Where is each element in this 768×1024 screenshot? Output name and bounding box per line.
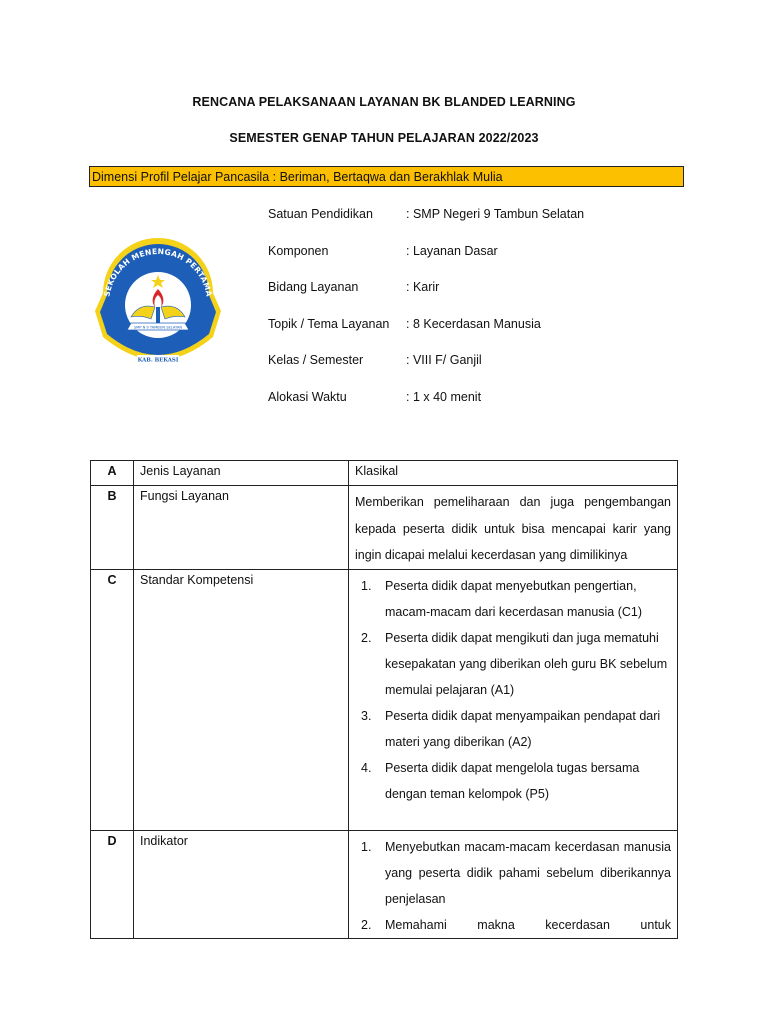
item-number: 2.: [361, 917, 372, 932]
document-subtitle: SEMESTER GENAP TAHUN PELAJARAN 2022/2023: [229, 131, 539, 145]
list-item: [355, 703, 671, 755]
kompetensi-list: [355, 573, 671, 807]
item-text: Memahami makna kecerdasan untuk: [385, 917, 671, 932]
info-value: : 1 x 40 menit: [406, 389, 482, 404]
info-label: Kelas / Semester: [268, 353, 364, 367]
row-label: Standar Kompetensi: [134, 569, 349, 830]
item-number: 1.: [361, 578, 372, 593]
row-content: [349, 830, 678, 938]
row-label: Fungsi Layanan: [134, 486, 349, 570]
info-row-satuan: [268, 206, 668, 243]
info-row-bidang: [268, 279, 668, 316]
row-letter: D: [91, 830, 134, 938]
info-label: Satuan Pendidikan: [268, 207, 373, 221]
document-title: RENCANA PELAKSANAAN LAYANAN BK BLANDED LEARNING: [192, 95, 576, 109]
indikator-list: [355, 834, 671, 938]
info-label: Alokasi Waktu: [268, 389, 347, 404]
item-text: Peserta didik dapat mengikuti dan juga mematuhi kesepakatan yang diberikan oleh guru BK sebelum memulai pelajaran (A1): [385, 630, 668, 697]
table-row-d: [91, 830, 678, 938]
row-letter: B: [91, 486, 134, 570]
table-row-a: [91, 461, 678, 486]
item-text: Peserta didik dapat menyampaikan pendapat dari materi yang diberikan (A2): [385, 708, 661, 749]
row-letter: C: [91, 569, 134, 830]
school-logo-emblem: [91, 233, 225, 377]
list-item: [355, 573, 671, 625]
table-row-c: [91, 569, 678, 830]
info-value: : 8 Kecerdasan Manusia: [406, 316, 541, 331]
list-item: [355, 834, 671, 912]
info-row-komponen: [268, 243, 668, 280]
fungsi-text: Memberikan pemeliharaan dan juga pengembangan kepada peserta didik untuk bisa mencapai karir yang ingin dicapai melalui kecerdasan yang dimilikinya: [355, 495, 671, 562]
row-content: Klasikal: [349, 461, 678, 486]
info-value: : Layanan Dasar: [406, 243, 498, 258]
info-label: Komponen: [268, 243, 329, 258]
info-value: : Karir: [406, 280, 440, 294]
item-text: Peserta didik dapat mengelola tugas bersama dengan teman kelompok (P5): [385, 760, 640, 801]
list-item: [355, 625, 671, 703]
item-number: 3.: [361, 708, 372, 723]
list-item: [355, 912, 671, 938]
row-label: Indikator: [134, 830, 349, 938]
row-content: [349, 569, 678, 830]
identity-info: [268, 206, 668, 425]
item-text: Peserta didik dapat menyebutkan pengertian, macam-macam dari kecerdasan manusia (C1): [385, 578, 643, 619]
info-row-alokasi: [268, 389, 668, 426]
row-content: [349, 486, 678, 570]
logo-arc-text: SEKOLAH MENENGAH PERTAMA: [102, 246, 214, 298]
list-item: [355, 755, 671, 807]
row-letter: A: [91, 461, 134, 486]
info-label: Topik / Tema Layanan: [268, 316, 390, 331]
item-text: Menyebutkan macam-macam kecerdasan manusia yang peserta didik pahami sebelum diberikannya penjelasan: [385, 839, 671, 906]
logo-bottom-text: KAB. BEKASI: [137, 357, 179, 364]
dimensi-banner: Dimensi Profil Pelajar Pancasila : Beriman, Bertaqwa dan Berakhlak Mulia: [89, 166, 684, 187]
plan-table: [90, 460, 678, 939]
info-label: Bidang Layanan: [268, 280, 359, 294]
item-number: 1.: [361, 839, 372, 854]
school-logo: [91, 233, 225, 377]
info-row-kelas: [268, 352, 668, 389]
row-label: Jenis Layanan: [134, 461, 349, 486]
item-number: 4.: [361, 760, 372, 775]
table-row-b: [91, 486, 678, 570]
info-value: : SMP Negeri 9 Tambun Selatan: [406, 207, 585, 221]
logo-ribbon-text: SMP N 9 TAMBUN SELATAN: [133, 325, 183, 330]
info-value: : VIII F/ Ganjil: [406, 353, 482, 367]
item-number: 2.: [361, 630, 372, 645]
info-row-topik: [268, 316, 668, 353]
